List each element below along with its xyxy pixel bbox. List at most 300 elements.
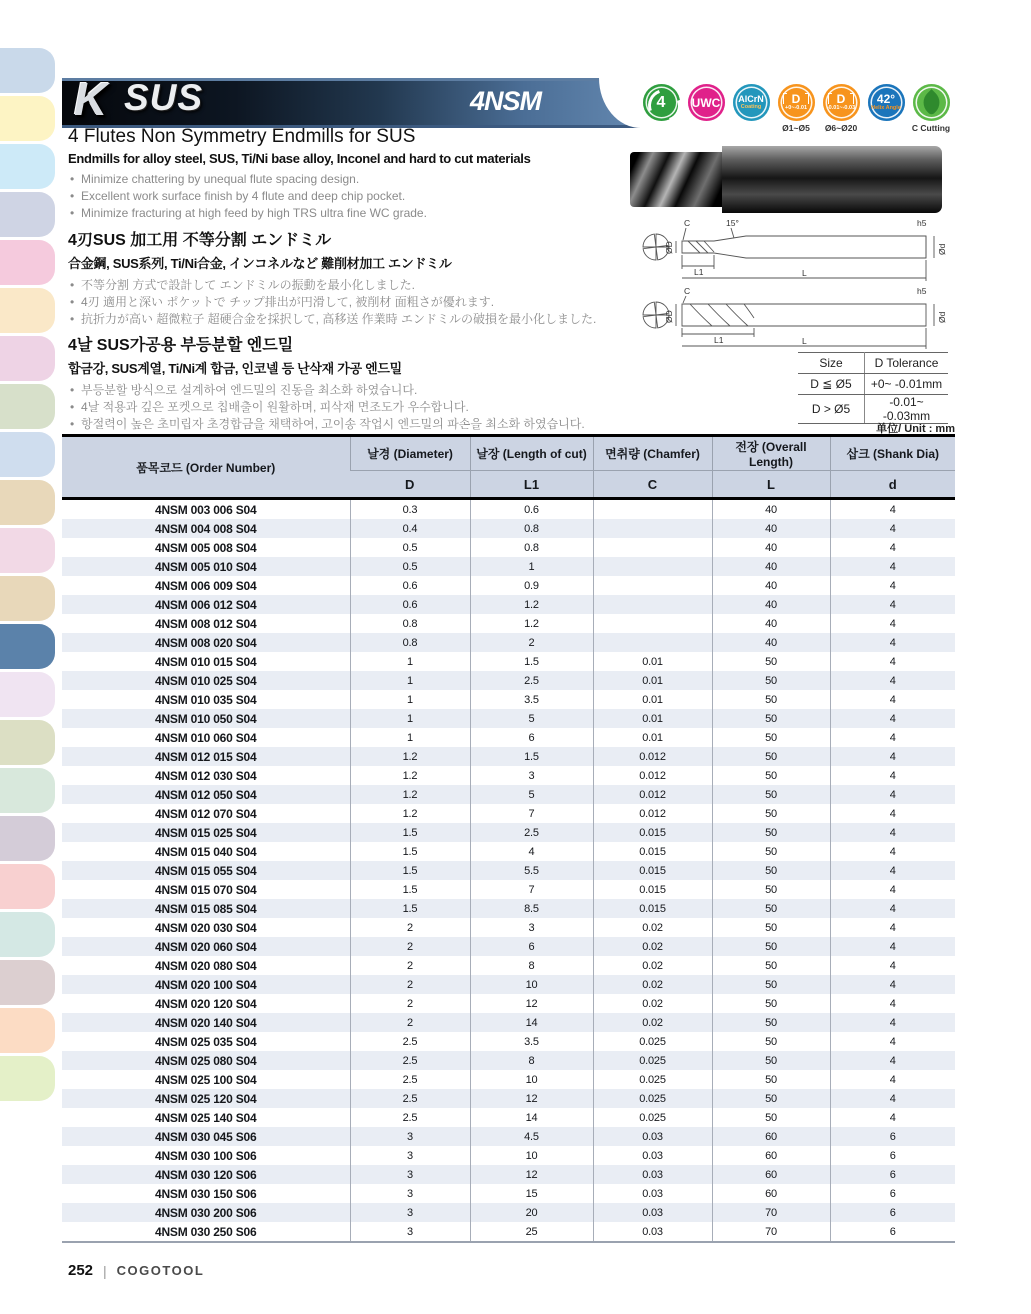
- value-cell: 50: [712, 804, 830, 823]
- table-row: [62, 1013, 955, 1032]
- value-cell: 3: [350, 1222, 470, 1242]
- value-cell: 7: [470, 804, 593, 823]
- sidebar-tab-1[interactable]: [0, 48, 55, 93]
- table-row: [62, 1146, 955, 1165]
- value-cell: 10: [470, 1146, 593, 1165]
- value-cell: 6: [830, 1146, 955, 1165]
- order-number-cell: 4NSM 020 030 S04: [154, 920, 257, 935]
- value-cell: 50: [712, 709, 830, 728]
- value-cell: 0.015: [593, 880, 712, 899]
- page-title: 4 Flutes Non Symmetry Endmills for SUS: [68, 126, 416, 147]
- value-cell: 40: [712, 557, 830, 576]
- value-cell: 0.012: [593, 804, 712, 823]
- table-row: [62, 880, 955, 899]
- value-cell: 4: [830, 785, 955, 804]
- value-cell: 0.025: [593, 1108, 712, 1127]
- value-cell: 2.5: [350, 1089, 470, 1108]
- c-cutting-icon: [912, 84, 950, 136]
- table-row: [62, 785, 955, 804]
- table-row: [62, 1108, 955, 1127]
- value-cell: 4: [830, 918, 955, 937]
- feature-item: • 4날 적용과 깊은 포켓으로 칩배출이 원활하며, 피삭재 면조도가 우수합니다.: [68, 399, 633, 416]
- order-number-cell: 4NSM 030 200 S06: [154, 1205, 257, 1220]
- sidebar-tab-7[interactable]: [0, 336, 55, 381]
- value-cell: [593, 633, 712, 652]
- table-row: [62, 538, 955, 557]
- value-cell: 70: [712, 1222, 830, 1242]
- brand-logo-sus: SUS: [124, 77, 204, 118]
- order-number-cell: 4NSM 006 009 S04: [154, 578, 257, 593]
- table-row: [62, 1089, 955, 1108]
- value-cell: 50: [712, 994, 830, 1013]
- order-number-cell: 4NSM 025 100 S04: [154, 1072, 257, 1087]
- value-cell: 3: [470, 766, 593, 785]
- value-cell: 12: [470, 1165, 593, 1184]
- sidebar-tab-6[interactable]: [0, 288, 55, 333]
- sidebar-tab-18[interactable]: [0, 864, 55, 909]
- order-number-cell: 4NSM 020 140 S04: [154, 1015, 257, 1030]
- sidebar-tab-2[interactable]: [0, 96, 55, 141]
- value-cell: 0.9: [470, 576, 593, 595]
- value-cell: 4: [830, 1070, 955, 1089]
- brand-name: COGOTOOL: [116, 1263, 205, 1278]
- feature-item: • 抗折力が高い 超微粒子 超硬合金を採択して, 高移送 作業時 エンドミルの破損を最小化しました.: [68, 311, 633, 328]
- feature-list-en: [68, 171, 633, 222]
- value-cell: 4: [830, 671, 955, 690]
- order-number-cell: 4NSM 025 035 S04: [154, 1034, 257, 1049]
- d-tolerance-small-icon: D +0~-0.01 Ø1~Ø5: [777, 84, 815, 136]
- table-row: [62, 899, 955, 918]
- value-cell: [593, 538, 712, 557]
- column-symbol-C: C: [593, 471, 712, 499]
- value-cell: 6: [830, 1127, 955, 1146]
- order-number-cell: 4NSM 008 020 S04: [154, 635, 257, 650]
- svg-text:C: C: [684, 286, 691, 296]
- value-cell: 2.5: [350, 1108, 470, 1127]
- helix-42-icon: 42° Helix Angle: [867, 84, 905, 136]
- value-cell: 4: [830, 1108, 955, 1127]
- table-row: [62, 652, 955, 671]
- value-cell: 0.01: [593, 728, 712, 747]
- sidebar-tab-4[interactable]: [0, 192, 55, 237]
- value-cell: 50: [712, 728, 830, 747]
- column-header-d: 삽크 (Shank Dia): [830, 436, 955, 471]
- value-cell: 0.8: [350, 633, 470, 652]
- value-cell: 2: [350, 994, 470, 1013]
- value-cell: 1: [350, 709, 470, 728]
- table-row: [62, 994, 955, 1013]
- value-cell: 0.5: [350, 557, 470, 576]
- value-cell: 4: [830, 709, 955, 728]
- flutes-4-icon: 4: [642, 84, 680, 136]
- value-cell: 1.2: [350, 766, 470, 785]
- value-cell: 0.03: [593, 1165, 712, 1184]
- table-row: [62, 709, 955, 728]
- order-number-cell: 4NSM 012 050 S04: [154, 787, 257, 802]
- value-cell: 0.01: [593, 652, 712, 671]
- tolerance-header-tol: D Tolerance: [865, 353, 949, 374]
- sidebar-tab-14[interactable]: [0, 672, 55, 717]
- value-cell: 40: [712, 538, 830, 557]
- table-row: [62, 975, 955, 994]
- value-cell: 1: [350, 671, 470, 690]
- table-row: [62, 937, 955, 956]
- feature-item: • Minimize fracturing at high feed by high TRS ultra fine WC grade.: [68, 205, 633, 222]
- value-cell: [593, 614, 712, 633]
- value-cell: 4: [830, 1013, 955, 1032]
- value-cell: 25: [470, 1222, 593, 1242]
- table-row: [62, 1051, 955, 1070]
- column-header-L: 전장 (Overall Length): [712, 436, 830, 471]
- value-cell: 8: [470, 956, 593, 975]
- value-cell: 50: [712, 690, 830, 709]
- c-cutting-caption: C Cutting: [911, 123, 951, 133]
- sidebar-tab-3[interactable]: [0, 144, 55, 189]
- table-row: [62, 842, 955, 861]
- value-cell: [593, 557, 712, 576]
- value-cell: 10: [470, 975, 593, 994]
- value-cell: 0.6: [350, 576, 470, 595]
- value-cell: 3.5: [470, 1032, 593, 1051]
- value-cell: 1.5: [350, 823, 470, 842]
- value-cell: 40: [712, 519, 830, 538]
- value-cell: 3: [470, 918, 593, 937]
- order-number-cell: 4NSM 012 070 S04: [154, 806, 257, 821]
- sidebar-tab-13-active[interactable]: [0, 624, 55, 669]
- table-row: [62, 557, 955, 576]
- brand-logo-k: K: [74, 73, 108, 125]
- page-subtitle-ja: 合金鋼, SUS系列, Ti/Ni合金, インコネルなど 難削材加工 エンドミル: [68, 256, 452, 271]
- d-tolerance-large-caption: Ø6~Ø20: [824, 123, 858, 133]
- value-cell: 1: [350, 728, 470, 747]
- order-number-cell: 4NSM 006 012 S04: [154, 597, 257, 612]
- value-cell: 4: [830, 614, 955, 633]
- sidebar-tab-22[interactable]: [0, 1056, 55, 1101]
- sidebar-tab-17[interactable]: [0, 816, 55, 861]
- sidebar-tab-15[interactable]: [0, 720, 55, 765]
- column-symbol-D: D: [350, 471, 470, 499]
- order-number-cell: 4NSM 012 030 S04: [154, 768, 257, 783]
- feature-item: • 4刃 適用と深い ポケットで チップ排出が円滑して, 被削材 面粗さが優れます.: [68, 294, 633, 311]
- value-cell: 0.5: [350, 538, 470, 557]
- value-cell: 0.015: [593, 823, 712, 842]
- value-cell: 0.02: [593, 918, 712, 937]
- value-cell: 50: [712, 842, 830, 861]
- column-symbol-L1: L1: [470, 471, 593, 499]
- feature-item: • 부등분할 방식으로 설계하여 엔드밀의 진동을 최소화 하였습니다.: [68, 382, 633, 399]
- value-cell: 0.012: [593, 785, 712, 804]
- svg-text:L: L: [802, 336, 807, 346]
- value-cell: 0.4: [350, 519, 470, 538]
- order-number-cell: 4NSM 004 008 S04: [154, 521, 257, 536]
- value-cell: 4: [830, 652, 955, 671]
- table-row: [62, 918, 955, 937]
- order-number-cell: 4NSM 020 060 S04: [154, 939, 257, 954]
- sidebar-tab-8[interactable]: [0, 384, 55, 429]
- tolerance-table: [798, 352, 948, 424]
- svg-text:h5: h5: [917, 286, 927, 296]
- table-row: [62, 595, 955, 614]
- value-cell: 12: [470, 1089, 593, 1108]
- value-cell: 15: [470, 1184, 593, 1203]
- endmill-photo: [630, 146, 942, 213]
- value-cell: 4: [830, 766, 955, 785]
- tolerance-cell: +0~ -0.01mm: [865, 374, 949, 395]
- alcrn-coating-icon: AlCrN Coating: [732, 84, 770, 136]
- table-row: [62, 633, 955, 652]
- order-number-cell: 4NSM 020 120 S04: [154, 996, 257, 1011]
- sidebar-tab-20[interactable]: [0, 960, 55, 1005]
- value-cell: 2.5: [350, 1032, 470, 1051]
- spec-table-head: [62, 436, 955, 499]
- value-cell: 14: [470, 1108, 593, 1127]
- page-title-ja: 4刃SUS 加工用 不等分割 エンドミル: [68, 232, 332, 249]
- value-cell: 0.015: [593, 842, 712, 861]
- value-cell: 0.03: [593, 1203, 712, 1222]
- value-cell: 1.2: [350, 747, 470, 766]
- value-cell: 0.02: [593, 956, 712, 975]
- sidebar-tab-21[interactable]: [0, 1008, 55, 1053]
- page-number: 252: [68, 1262, 94, 1279]
- value-cell: 2.5: [350, 1051, 470, 1070]
- value-cell: 0.6: [470, 499, 593, 520]
- order-number-cell: 4NSM 010 060 S04: [154, 730, 257, 745]
- svg-text:Ød: Ød: [937, 311, 947, 323]
- value-cell: 2.5: [350, 1070, 470, 1089]
- value-cell: 4: [830, 595, 955, 614]
- value-cell: 4: [830, 728, 955, 747]
- table-row: [62, 671, 955, 690]
- value-cell: 3: [350, 1127, 470, 1146]
- sidebar-tab-5[interactable]: [0, 240, 55, 285]
- table-row: [62, 1203, 955, 1222]
- value-cell: 4: [830, 1032, 955, 1051]
- value-cell: 60: [712, 1146, 830, 1165]
- page-title-ko: 4날 SUS가공용 부등분할 엔드밀: [68, 337, 294, 354]
- order-number-cell: 4NSM 003 006 S04: [154, 502, 257, 517]
- table-row: [62, 1127, 955, 1146]
- value-cell: 40: [712, 595, 830, 614]
- svg-text:L1: L1: [694, 267, 704, 277]
- value-cell: 3.5: [470, 690, 593, 709]
- value-cell: 12: [470, 994, 593, 1013]
- feature-list-ja: [68, 277, 633, 328]
- value-cell: 8: [470, 1051, 593, 1070]
- svg-text:Ød: Ød: [937, 243, 947, 255]
- value-cell: 4: [830, 633, 955, 652]
- table-row: [62, 690, 955, 709]
- value-cell: 0.025: [593, 1070, 712, 1089]
- value-cell: 50: [712, 1108, 830, 1127]
- drawing-straight-type: [643, 286, 947, 349]
- value-cell: 40: [712, 576, 830, 595]
- value-cell: 1.5: [350, 899, 470, 918]
- value-cell: [593, 499, 712, 520]
- table-row: [62, 614, 955, 633]
- page-subtitle-en: Endmills for alloy steel, SUS, Ti/Ni base alloy, Inconel and hard to cut materials: [68, 151, 531, 166]
- value-cell: 60: [712, 1127, 830, 1146]
- order-number-cell: 4NSM 010 025 S04: [154, 673, 257, 688]
- order-number-cell: 4NSM 030 250 S06: [62, 1222, 350, 1242]
- tolerance-header-size: Size: [798, 353, 865, 374]
- feature-item: • 항절력이 높은 초미립자 초경합금을 채택하여, 고이송 작업시 엔드밀의 파손을 최소화 하였습니다.: [68, 416, 633, 433]
- table-row: [62, 728, 955, 747]
- value-cell: 4: [830, 804, 955, 823]
- order-number-cell: 4NSM 030 150 S06: [154, 1186, 257, 1201]
- value-cell: 50: [712, 652, 830, 671]
- order-number-cell: 4NSM 030 100 S06: [154, 1148, 257, 1163]
- table-row: [62, 823, 955, 842]
- table-row: [62, 499, 955, 520]
- value-cell: 0.03: [593, 1127, 712, 1146]
- value-cell: 2: [350, 956, 470, 975]
- page-subtitle-ko: 합금강, SUS계열, Ti/Ni계 합금, 인코넬 등 난삭재 가공 엔드밀: [68, 361, 402, 376]
- table-row: [62, 747, 955, 766]
- column-header-C: 면취량 (Chamfer): [593, 436, 712, 471]
- value-cell: 50: [712, 899, 830, 918]
- svg-text:ØD: ØD: [664, 310, 674, 323]
- value-cell: 8.5: [470, 899, 593, 918]
- d-tolerance-small-caption: Ø1~Ø5: [782, 123, 810, 133]
- band-notch: [599, 78, 641, 128]
- value-cell: 60: [712, 1165, 830, 1184]
- order-number-cell: 4NSM 020 100 S04: [154, 977, 257, 992]
- drawing-taper-type: [643, 218, 947, 281]
- d-tolerance-large-icon: D -0.01~-0.03 Ø6~Ø20: [822, 84, 860, 136]
- tolerance-table-body: [798, 374, 948, 424]
- value-cell: 4: [830, 538, 955, 557]
- tolerance-cell: D > Ø5: [798, 395, 865, 424]
- value-cell: 0.01: [593, 690, 712, 709]
- svg-text:C: C: [684, 218, 691, 228]
- order-number-cell: 4NSM 010 035 S04: [154, 692, 257, 707]
- value-cell: 5.5: [470, 861, 593, 880]
- badge-row: [642, 84, 960, 136]
- sidebar-tab-16[interactable]: [0, 768, 55, 813]
- order-number-cell: 4NSM 015 070 S04: [154, 882, 257, 897]
- value-cell: 4: [830, 1089, 955, 1108]
- svg-text:15°: 15°: [726, 218, 739, 228]
- value-cell: 50: [712, 1013, 830, 1032]
- value-cell: 0.02: [593, 994, 712, 1013]
- value-cell: 0.025: [593, 1089, 712, 1108]
- sidebar-tab-10[interactable]: [0, 480, 55, 525]
- value-cell: 6: [830, 1184, 955, 1203]
- footer-separator: |: [103, 1262, 107, 1279]
- value-cell: 0.02: [593, 1013, 712, 1032]
- table-row: [62, 804, 955, 823]
- value-cell: 0.8: [470, 538, 593, 557]
- value-cell: 3: [350, 1146, 470, 1165]
- value-cell: 6: [830, 1222, 955, 1242]
- sidebar-tab-12[interactable]: [0, 576, 55, 621]
- value-cell: 0.012: [593, 766, 712, 785]
- value-cell: 0.025: [593, 1051, 712, 1070]
- order-number-cell: 4NSM 025 120 S04: [154, 1091, 257, 1106]
- value-cell: 4: [830, 880, 955, 899]
- value-cell: 4.5: [470, 1127, 593, 1146]
- value-cell: [593, 595, 712, 614]
- value-cell: 4: [830, 690, 955, 709]
- value-cell: 4: [830, 861, 955, 880]
- sidebar-tab-9[interactable]: [0, 432, 55, 477]
- value-cell: 50: [712, 1051, 830, 1070]
- order-number-cell: 4NSM 015 055 S04: [154, 863, 257, 878]
- uwc-icon: UWC: [687, 84, 725, 136]
- value-cell: 1: [350, 652, 470, 671]
- endmill-photo-flutes: [630, 152, 722, 207]
- value-cell: 0.02: [593, 975, 712, 994]
- value-cell: 3: [350, 1165, 470, 1184]
- spec-table: [62, 434, 955, 1243]
- order-number-cell: 4NSM 030 045 S06: [154, 1129, 257, 1144]
- value-cell: 50: [712, 1070, 830, 1089]
- order-number-cell: 4NSM 025 080 S04: [154, 1053, 257, 1068]
- order-number-cell: 4NSM 015 085 S04: [154, 901, 257, 916]
- value-cell: 4: [830, 956, 955, 975]
- value-cell: 50: [712, 1032, 830, 1051]
- value-cell: 2: [350, 937, 470, 956]
- order-number-cell: 4NSM 008 012 S04: [154, 616, 257, 631]
- value-cell: 50: [712, 1089, 830, 1108]
- value-cell: 0.8: [470, 519, 593, 538]
- value-cell: 1: [350, 690, 470, 709]
- value-cell: 6: [470, 728, 593, 747]
- value-cell: 40: [712, 633, 830, 652]
- value-cell: 50: [712, 880, 830, 899]
- sidebar-tab-19[interactable]: [0, 912, 55, 957]
- value-cell: 5: [470, 709, 593, 728]
- value-cell: 4: [830, 519, 955, 538]
- value-cell: 50: [712, 861, 830, 880]
- tolerance-cell: D ≦ Ø5: [798, 374, 865, 395]
- value-cell: 14: [470, 1013, 593, 1032]
- value-cell: 4: [470, 842, 593, 861]
- value-cell: 2.5: [470, 823, 593, 842]
- feature-item: • Excellent work surface finish by 4 flute and deep chip pocket.: [68, 188, 633, 205]
- value-cell: 50: [712, 823, 830, 842]
- value-cell: 70: [712, 1203, 830, 1222]
- value-cell: 2: [350, 975, 470, 994]
- order-number-cell: 4NSM 012 015 S04: [154, 749, 257, 764]
- header-band: [62, 73, 640, 128]
- spec-table-body: [62, 499, 955, 1243]
- svg-text:ØD: ØD: [664, 241, 674, 254]
- value-cell: 4: [830, 842, 955, 861]
- column-header-order: 품목코드 (Order Number): [62, 436, 350, 499]
- value-cell: 2: [470, 633, 593, 652]
- order-number-cell: 4NSM 020 080 S04: [154, 958, 257, 973]
- value-cell: [593, 576, 712, 595]
- value-cell: 4: [830, 557, 955, 576]
- value-cell: 4: [830, 994, 955, 1013]
- value-cell: 0.01: [593, 671, 712, 690]
- intro-korean: [68, 332, 633, 433]
- sidebar: [0, 0, 60, 1314]
- tolerance-cell: -0.01~ -0.03mm: [865, 395, 949, 424]
- value-cell: 1.5: [350, 861, 470, 880]
- value-cell: 6: [830, 1203, 955, 1222]
- value-cell: 1.5: [470, 652, 593, 671]
- sidebar-tab-11[interactable]: [0, 528, 55, 573]
- table-row: [62, 861, 955, 880]
- table-row: [62, 766, 955, 785]
- value-cell: 0.01: [593, 709, 712, 728]
- value-cell: 3: [350, 1184, 470, 1203]
- value-cell: 0.03: [593, 1222, 712, 1242]
- value-cell: 50: [712, 975, 830, 994]
- table-row: [62, 1184, 955, 1203]
